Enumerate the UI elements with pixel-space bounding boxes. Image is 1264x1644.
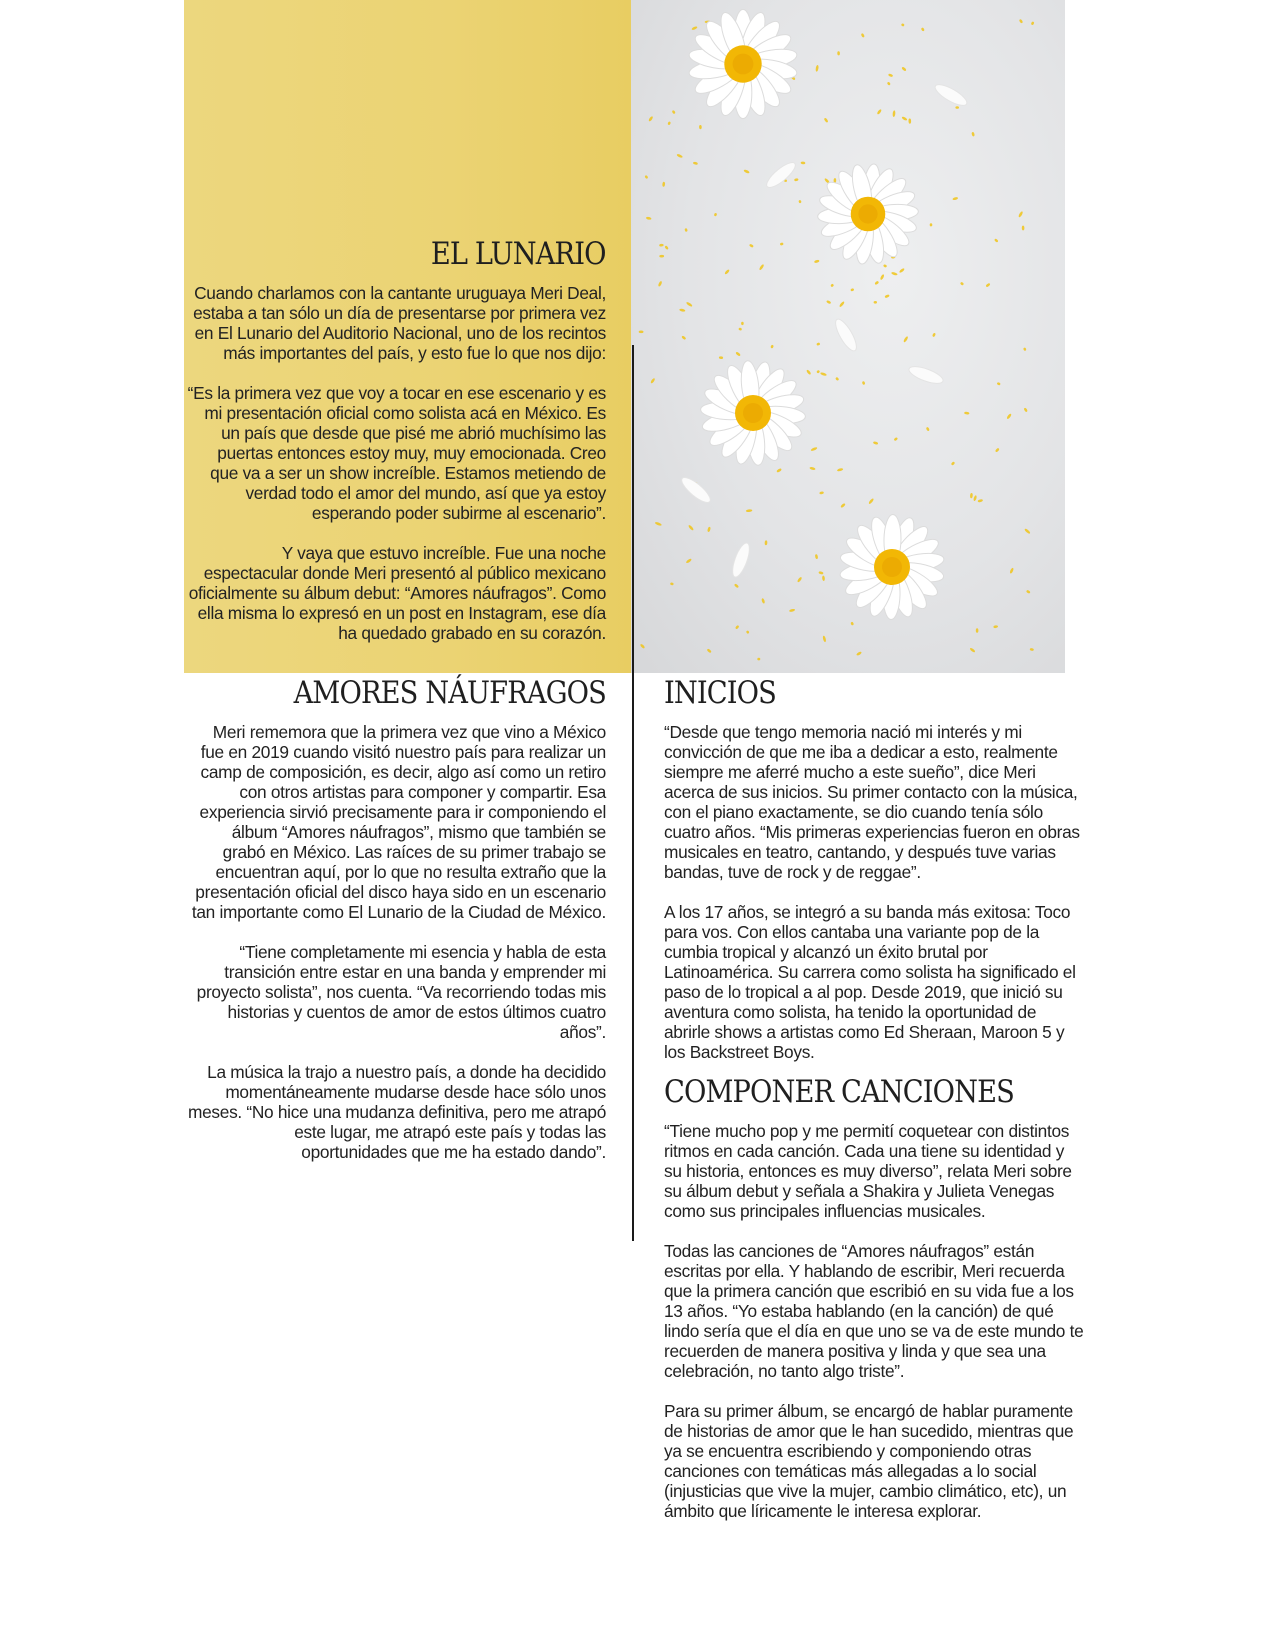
componer-paragraph-3: Para su primer álbum, se encargó de hablar puramente de historias de amor que le han sucedido, mientras que ya se encuentra escribiendo y componiendo otras canciones con temáticas más allegadas a lo social (injusticias que vive la mujer, cambio climático, etc), un ámbito que líricamente le interesa explorar. [664, 1401, 1074, 1521]
amores-paragraph-1: Meri rememora que la primera vez que vino a México fue en 2019 cuando visitó nuestro país para realizar un camp de composición, es decir, algo así como un retiro con otros artistas para componer y compartir. Esa experiencia sirvió precisamente para ir componiendo el álbum “Amores náufragos”, mismo que también se grabó en México. Las raíces de su primer trabajo se encuentran aquí, por lo que no resulta extraño que la presentación oficial del disco haya sido en un escenario tan importante como El Lunario de la Ciudad de México. [191, 722, 606, 922]
loose-petal [832, 316, 860, 353]
section-inicios [664, 722, 1084, 1082]
componer-paragraph-2: Todas las canciones de “Amores náufragos” están escritas por ella. Y hablando de escribir, Meri recuerda que la primera canción que escribió en su vida fue a los 13 años. “Yo estaba hablando (en la canción) de qué lindo sería que el día en que uno se va de este mundo te recuerden de manera positiva y linda y que sea una celebración, no tanto algo triste”. [664, 1241, 1084, 1381]
daisy-flower [688, 9, 799, 118]
inicios-paragraph-2: A los 17 años, se integró a su banda más exitosa: Toco para vos. Con ellos cantaba una variante pop de la cumbia tropical y alcanzó un éxito brutal por Latinoamérica. Su carrera como solista ha significado el paso de lo tropical a al pop. Desde 2019, que inició su aventura como solista, ha tenido la oportunidad de abrirle shows a artistas como Ed Sheraan, Maroon 5 y los Backstreet Boys. [664, 902, 1076, 1062]
daisies-illustration [631, 0, 1065, 673]
daisy-flower [700, 360, 806, 466]
componer-paragraph-1: “Tiene mucho pop y me permití coquetear con distintos ritmos en cada canción. Cada una tiene su identidad y su historia, entonces es muy diverso”, relata Meri sobre su álbum debut y señala a Shakira y Julieta Venegas como sus principales influencias musicales. [664, 1121, 1072, 1221]
daisies-photo [631, 0, 1065, 673]
loose-petal [729, 541, 753, 579]
heading-el-lunario: EL LUNARIO [431, 236, 606, 272]
column-divider [632, 345, 634, 1241]
loose-petal [763, 159, 798, 191]
loose-petal [678, 474, 713, 506]
heading-inicios: INICIOS [664, 675, 776, 711]
loose-petal [932, 81, 969, 109]
amores-paragraph-2: “Tiene completamente mi esencia y habla de esta transición entre estar en una banda y emprender mi proyecto solista”, nos cuenta. “Va recorriendo todas mis historias y cuentos de amor de estos últimos cuatro años”. [196, 942, 606, 1042]
lunario-paragraph-3: Y vaya que estuvo increíble. Fue una noche espectacular donde Meri presentó al público mexicano oficialmente su álbum debut: “Amores náufragos”. Como ella misma lo expresó en un post en Instagram, ese día ha quedado grabado en su corazón. [188, 543, 606, 643]
petal-confetti [639, 19, 1035, 661]
heading-componer-canciones: COMPONER CANCIONES [664, 1074, 1014, 1110]
daisy-flower [817, 163, 919, 265]
section-el-lunario [186, 283, 606, 663]
lunario-paragraph-1: Cuando charlamos con la cantante uruguaya Meri Deal, estaba a tan sólo un día de presentarse por primera vez en El Lunario del Auditorio Nacional, uno de los recintos más importantes del país, y esto fue lo que nos dijo: [193, 283, 606, 363]
inicios-paragraph-1: “Desde que tengo memoria nació mi interés y mi convicción de que me iba a dedicar a esto, realmente siempre me aferré mucho a este sueño”, dice Meri acerca de sus inicios. Su primer contacto con la música, con el piano exactamente, se dio cuando tenía sólo cuatro años. “Mis primeras experiencias fueron en obras musicales en teatro, cantando, y después tuve varias bandas, tuve de rock y de reggae”. [664, 722, 1080, 882]
heading-amores-naufragos: AMORES NÁUFRAGOS [293, 675, 606, 711]
loose-petal [907, 363, 945, 387]
section-amores-naufragos [186, 722, 606, 1182]
lunario-paragraph-2: “Es la primera vez que voy a tocar en ese escenario y es mi presentación oficial como solista acá en México. Es un país que desde que pisé me abrió muchísimo las puertas entonces estoy muy, muy emocionada. Creo que va a ser un show increíble. Estamos metiendo de verdad todo el amor del mundo, así que ya estoy esperando poder subirme al escenario”. [187, 383, 606, 523]
daisy-flower [839, 514, 945, 619]
amores-paragraph-3: La música la trajo a nuestro país, a donde ha decidido momentáneamente mudarse desde hace sólo unos meses. “No hice una mudanza definitiva, pero me atrapó este lugar, me atrapó este país y todas las oportunidades que me ha estado dando”. [188, 1062, 606, 1162]
section-componer-canciones [664, 1121, 1084, 1541]
